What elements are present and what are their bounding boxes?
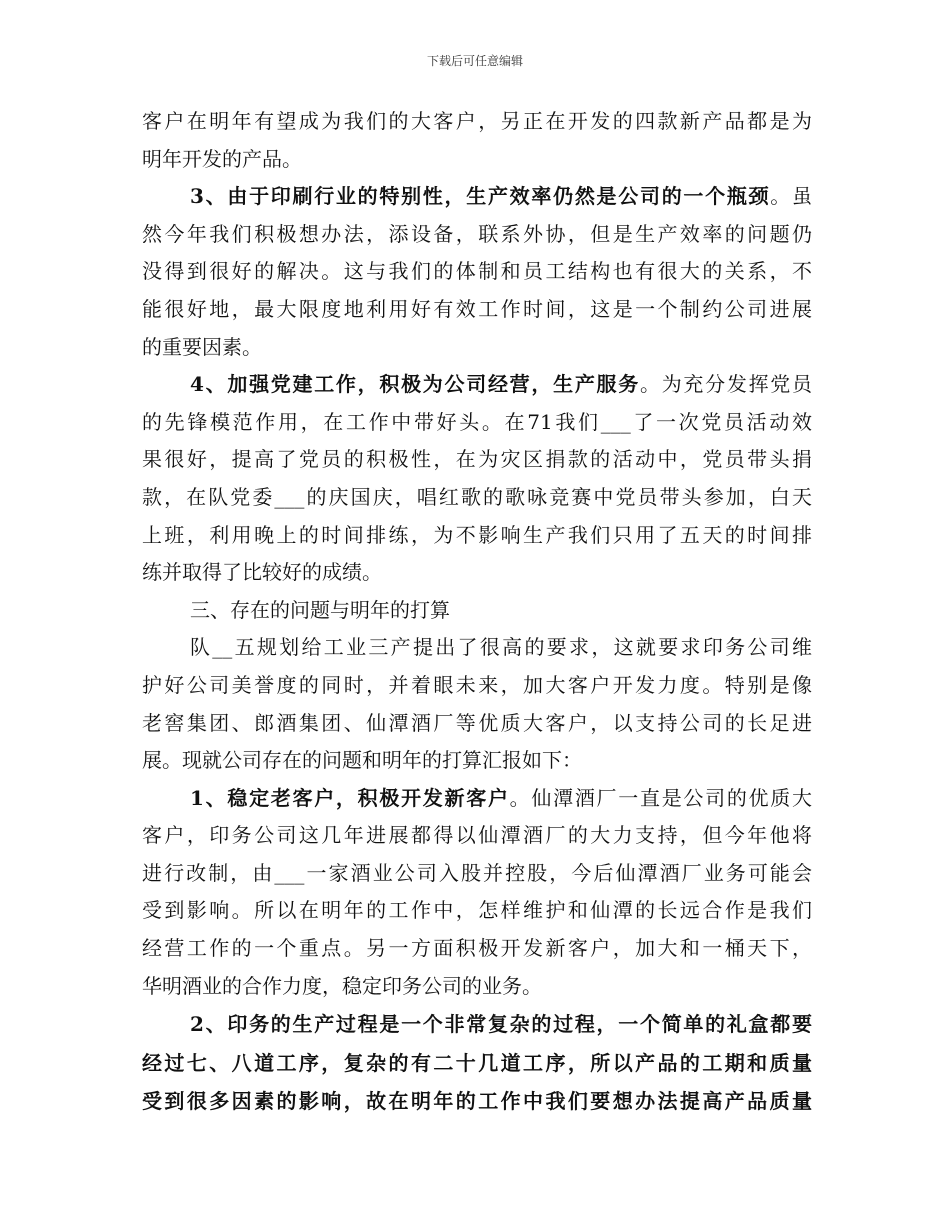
paragraph-5 [142,780,812,1006]
text-span: 。仙潭酒厂一直是公司的优质大 [509,785,812,810]
text-line: 护好公司美誉度的同时，并着眼未来，加大客户开发力度。特别是像 [142,672,812,697]
text-line: 华明酒业的合作力度，稳定印务公司的业务。 [142,973,542,998]
text-line [142,366,812,404]
text-line: 受到影响。所以在明年的工作中，怎样维护和仙潭的长远合作是我们 [142,898,812,923]
section-title [142,592,812,630]
text-line: 2、印务的生产过程是一个非常复杂的过程，一个简单的礼盒都要 [190,1012,812,1037]
text-line: 受到很多因素的影响，故在明年的工作中我们要想办法提高产品质量 [142,1089,812,1114]
text-line: 经营工作的一个重点。另一方面积极开发新客户，加大和一桶天下， [142,936,812,961]
text-line [142,178,812,216]
text-line: 客户，印务公司这几年进展都得以仙潭酒厂的大力支持，但今年他将 [142,823,812,848]
text-line: 没得到很好的解决。这与我们的体制和员工结构也有很大的关系，不 [142,259,812,284]
text-line: 展。现就公司存在的问题和明年的打算汇报如下： [142,748,582,773]
text-line: 款，在队党委___的庆国庆，唱红歌的歌咏竞赛中党员带头参加，白天 [142,484,812,509]
text-span: 。虽 [770,184,812,209]
text-line: 然今年我们积极想办法，添设备，联系外协，但是生产效率的问题仍 [142,221,812,246]
text-line: 上班，利用晚上的时间排练，为不影响生产我们只用了五天的时间排 [142,522,812,547]
bold-heading: 1、稳定老客户，积极开发新客户 [190,785,510,810]
paragraph-2 [142,178,812,366]
bold-heading: 4、加强党建工作，积极为公司经营，生产服务 [190,372,640,397]
text-line: 的重要因素。 [142,334,262,359]
paragraph-4 [142,629,812,779]
paragraph-3 [142,366,812,592]
bold-heading: 3、由于印刷行业的特别性，生产效率仍然是公司的一个瓶颈 [190,184,771,209]
text-line: 进行改制，由___一家酒业公司入股并控股，今后仙潭酒厂业务可能会 [142,860,812,885]
text-line: 果很好，提高了党员的积极性，在为灾区捐款的活动中，党员带头捐 [142,447,812,472]
text-line: 的先锋模范作用，在工作中带好头。在71我们___了一次党员活动效 [142,409,812,434]
section-heading: 三、存在的问题与明年的打算 [190,597,450,622]
paragraph-1 [142,103,812,178]
text-span: 。为充分发挥党员 [639,372,813,397]
text-line: 经过七、八道工序，复杂的有二十几道工序，所以产品的工期和质量 [142,1050,812,1075]
text-line [142,780,812,818]
text-line: 老窖集团、郎酒集团、仙潭酒厂等优质大客户，以支持公司的长足进 [142,710,812,735]
text-line: 队__五规划给工业三产提出了很高的要求，这就要求印务公司维 [190,635,812,660]
page-header: 下载后可任意编辑 [426,54,523,68]
text-line: 练并取得了比较好的成绩。 [142,560,382,585]
document-body [142,103,812,1121]
paragraph-6 [142,1005,812,1121]
text-line: 客户在明年有望成为我们的大客户，另正在开发的四款新产品都是为 [142,109,812,133]
text-line: 能很好地，最大限度地利用好有效工作时间，这是一个制约公司进展 [142,296,812,321]
text-line: 明年开发的产品。 [142,146,302,171]
